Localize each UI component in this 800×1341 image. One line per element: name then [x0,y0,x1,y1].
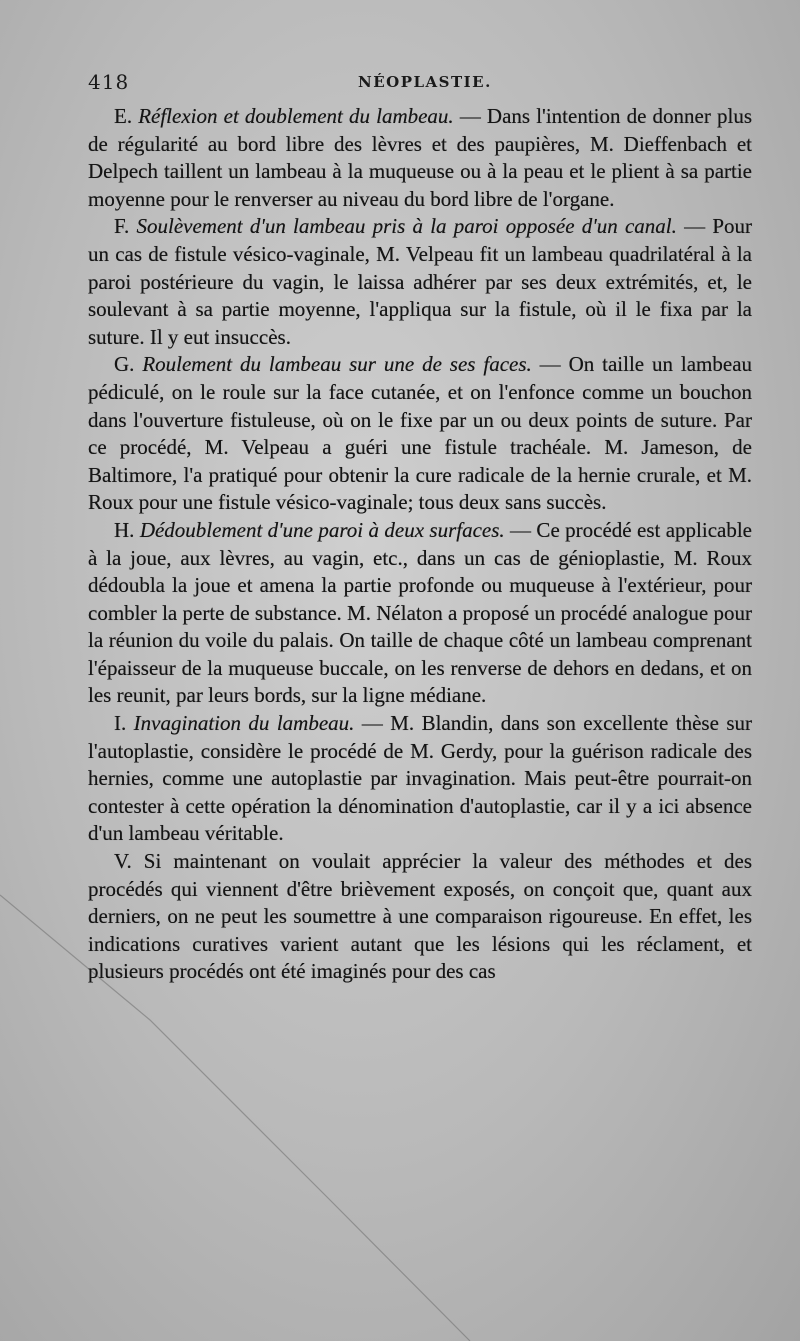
page-header [88,70,752,98]
paragraph-text: — Dans l'intention de donner plus de régularité au bord libre des lèvres et des paupières, M. Dieffenbach et Delpech taillent un lambeau à la muqueuse ou à la peau et le plient à sa partie moyenne pour le renverser au niveau du bord libre de l'organe. [88,104,753,211]
paragraph-i [88,710,752,848]
paragraph-lead: E. [114,104,133,128]
paragraph-f [88,213,752,351]
paragraph-lead: I. [114,711,127,736]
paragraph-heading: Roulement du lambeau sur une de ses faces. [142,352,532,377]
paragraph-text: — Ce procédé est applicable à la joue, aux lèvres, au vagin, etc., dans un cas de génioplastie, M. Roux dédoubla la joue et amena la partie profonde ou muqueuse à l'extérieur, pour combler la perte de substance. M. Nélaton a proposé un procédé analogue pour la réunion du voile du palais. On taille de chaque côté un lambeau comprenant l'épaisseur de la muqueuse buccale, on les renverse de dehors en dedans, et on les reunit, par leurs bords, sur la ligne médiane. [88,517,753,708]
paragraph-g [88,351,752,517]
paragraph-lead: G. [114,352,135,377]
paragraph-heading: Soulèvement d'un lambeau pris à la paroi opposée d'un canal. [136,214,677,239]
paragraph-h [88,517,752,710]
paragraph-text: — M. Blandin, dans son excellente thèse sur l'autoplastie, considère le procédé de M. Gerdy, pour la guérison radicale des hernies, comme une autoplastie par invagination. Mais peut-être pourrait-on contester à cette opération la dénomination d'autoplastie, car il y a ici absence d'un lambeau véritable. [88,711,753,846]
paragraph-e [88,103,752,213]
paragraph-v [88,848,752,986]
paragraph-text: — On taille un lambeau pédiculé, on le roule sur la face cutanée, et on l'enfonce comme un bouchon dans l'ouverture fistuleuse, où on le fixe par un ou deux points de suture. Par ce procédé, M. Velpeau a guéri une fistule trachéale. M. Jameson, de Baltimore, l'a pratiqué pour obtenir la cure radicale de la hernie crurale, et M. Roux pour une fistule vésico-vaginale; tous deux sans succès. [88,352,753,515]
paragraph-lead: F. [114,214,130,239]
body-text [88,103,752,986]
paragraph-heading: Réflexion et doublement du lambeau. [138,104,454,128]
running-head: NÉOPLASTIE. [358,73,492,91]
paragraph-heading: Invagination du lambeau. [133,711,355,736]
paragraph-text: Si maintenant on voulait apprécier la valeur des méthodes et des procédés qui viennent d'être brièvement exposés, on conçoit que, quant aux derniers, on ne peut les soumettre à une comparaison rigoureuse. En effet, les indications curatives varient autant que les lésions qui les réclament, et plusieurs procédés ont été imaginés pour des cas [88,849,752,984]
paragraph-heading: Dédoublement d'une paroi à deux surfaces. [139,517,505,542]
page-number: 418 [88,70,130,94]
paragraph-lead: V. [114,849,132,874]
paragraph-text: — Pour un cas de fistule vésico-vaginale, M. Velpeau fit un lambeau quadrilatéral à la paroi postérieure du vagin, le laissa adhérer par ses deux extrémités, et, le soulevant à sa partie moyenne, l'appliqua sur la fistule, où il le fixa par la suture. Il y eut insuccès. [88,214,753,349]
paragraph-lead: H. [114,517,135,542]
